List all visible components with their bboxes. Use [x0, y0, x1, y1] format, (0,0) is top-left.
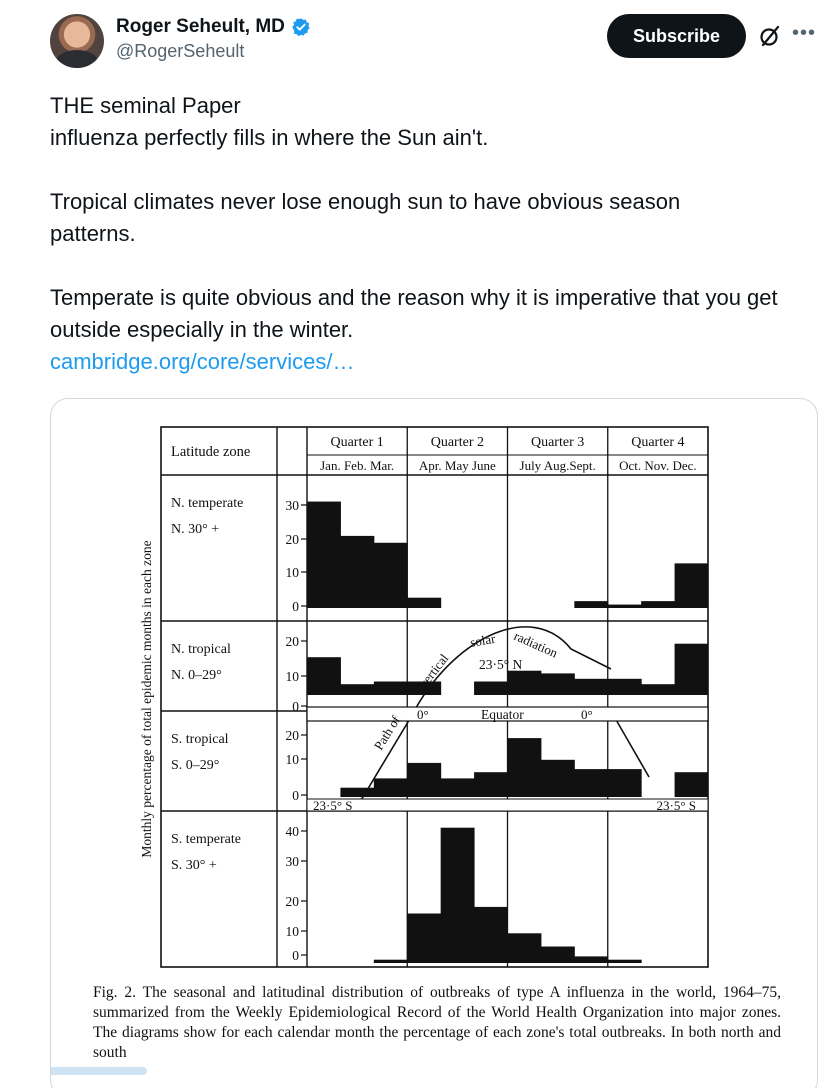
avatar[interactable]: [50, 14, 104, 68]
scroll-indicator: [50, 1067, 147, 1075]
bar: [407, 914, 441, 964]
bar: [441, 778, 475, 797]
bar: [574, 769, 608, 797]
zone-range: S. 30° +: [171, 858, 217, 873]
more-icon[interactable]: •••: [792, 22, 817, 44]
zero-degree-label: 0°: [417, 707, 429, 722]
tick-label: 20: [285, 728, 299, 743]
bar: [307, 502, 341, 608]
south-latitude-label: 23·5° S: [656, 798, 696, 813]
bar: [307, 657, 341, 695]
tweet-line: Tropical climates never lose enough sun to have obvious season patterns.: [50, 189, 681, 246]
bar: [508, 933, 542, 963]
bar: [675, 563, 709, 608]
tick-label: 0: [292, 948, 299, 963]
tweet-line: THE seminal Paper: [50, 93, 241, 118]
tick-label: 10: [285, 565, 299, 580]
bar: [340, 536, 374, 608]
tick-label: 30: [285, 498, 299, 513]
zone-name: S. temperate: [171, 832, 241, 847]
tick-label: 0: [292, 788, 299, 803]
bar: [608, 605, 642, 608]
equator-label: Equator: [481, 707, 524, 722]
figure-chart: [51, 399, 818, 979]
south-latitude-label: 23·5° S: [313, 798, 353, 813]
zone-range: N. 30° +: [171, 522, 220, 537]
month-group-header: July Aug.Sept.: [519, 458, 596, 473]
bar: [407, 598, 441, 608]
tick-label: 0: [292, 699, 299, 714]
zone-range: S. 0–29°: [171, 758, 220, 773]
tweet-line: influenza perfectly fills in where the Sun ain't.: [50, 125, 489, 150]
arc-label: Path of: [370, 713, 404, 753]
y-axis-label: Monthly percentage of total epidemic months in each zone: [139, 540, 154, 858]
tick-label: 30: [285, 854, 299, 869]
author-handle[interactable]: @RogerSeheult: [116, 41, 245, 61]
bar: [474, 907, 508, 963]
bar: [574, 956, 608, 963]
tick-label: 10: [285, 924, 299, 939]
bar: [474, 682, 508, 696]
bar: [608, 769, 642, 797]
verified-badge-icon: [291, 17, 311, 37]
zero-degree-label: 0°: [581, 707, 593, 722]
bar: [508, 671, 542, 695]
quarter-header: Quarter 1: [330, 435, 384, 450]
tick-label: 10: [285, 752, 299, 767]
tick-label: 20: [285, 634, 299, 649]
arc-label: solar: [468, 630, 497, 650]
arc-label: vertical: [415, 650, 452, 691]
quarter-header: Quarter 4: [631, 435, 685, 450]
tick-label: 20: [285, 532, 299, 547]
quarter-header: Quarter 2: [430, 435, 485, 450]
bar: [541, 673, 575, 695]
bar: [675, 772, 709, 797]
bar: [374, 543, 408, 608]
bar: [641, 684, 675, 695]
arc-latitude-label: 23·5° N: [479, 657, 523, 672]
bar: [574, 679, 608, 695]
tick-label: 0: [292, 599, 299, 614]
month-group-header: Jan. Feb. Mar.: [320, 458, 395, 473]
south-band: [307, 799, 708, 811]
tweet-link[interactable]: cambridge.org/core/services/…: [50, 349, 355, 374]
tick-label: 40: [285, 824, 299, 839]
figure-caption: Fig. 2. The seasonal and latitudinal distribution of outbreaks of type A influenza in the world, 1964–75, summarized from the Weekly Epidemiological Record of the World Health Organization into major zones. The diagrams show for each calendar month the percentage of each zone's total outbreaks. In both north and south: [93, 984, 781, 1061]
month-group-header: Oct. Nov. Dec.: [619, 458, 697, 473]
bar: [608, 960, 642, 963]
author-name[interactable]: Roger Seheult, MD: [116, 16, 285, 37]
bar: [541, 947, 575, 964]
zone-range: N. 0–29°: [171, 668, 222, 683]
quarter-header: Quarter 3: [530, 435, 585, 450]
bar: [541, 760, 575, 797]
bar: [374, 960, 408, 963]
month-group-header: Apr. May June: [418, 458, 496, 473]
tweet-header: [50, 14, 820, 74]
author-block: [116, 16, 311, 62]
latitude-zone-header: Latitude zone: [171, 444, 251, 460]
grok-icon[interactable]: [758, 24, 782, 48]
bar: [340, 684, 374, 695]
bar: [508, 738, 542, 797]
media-card[interactable]: [50, 398, 818, 1088]
zone-name: S. tropical: [171, 732, 229, 747]
subscribe-button[interactable]: Subscribe: [607, 14, 746, 58]
zone-name: N. temperate: [171, 496, 244, 511]
bar: [374, 778, 408, 797]
bar: [340, 788, 374, 797]
bar: [608, 679, 642, 695]
bar: [641, 601, 675, 608]
bar: [407, 763, 441, 797]
tweet-text: [50, 90, 810, 378]
author-name-row: [116, 16, 311, 38]
zone-name: N. tropical: [171, 642, 231, 657]
tweet-line: Temperate is quite obvious and the reason why it is imperative that you get outside especially in the winter.: [50, 285, 778, 342]
tick-label: 20: [285, 894, 299, 909]
bar: [675, 644, 709, 695]
tick-label: 10: [285, 669, 299, 684]
arc-label: radiation: [511, 628, 561, 661]
bar: [441, 828, 475, 963]
bar: [574, 601, 608, 608]
bar: [474, 772, 508, 797]
bar: [374, 682, 408, 696]
